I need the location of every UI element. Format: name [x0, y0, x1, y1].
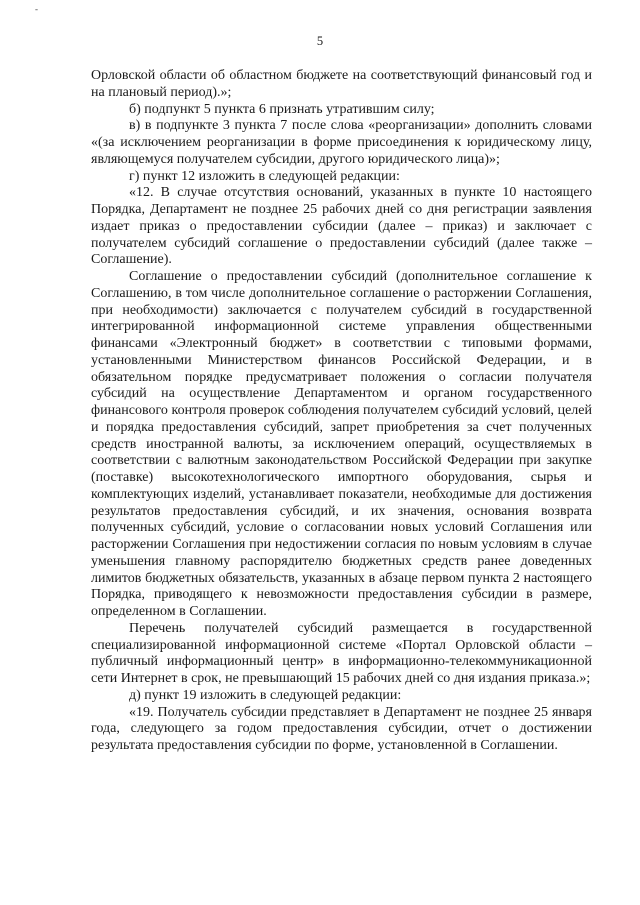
- paragraph-continuation: Орловской области об областном бюджете на соответствующий финансовый год и на плановый период).»;: [91, 68, 592, 100]
- corner-mark: -: [35, 4, 38, 14]
- paragraph-clause-12: «12. В случае отсутствия оснований, указанных в пункте 10 настоящего Порядка, Департамент не позднее 25 рабочих дней со дня регистрации заявления издает приказ о предоставлении субсидии (далее – приказ) и заключает с получателем субсидий соглашение о предоставлении субсидий (далее также – Соглашение).: [91, 185, 592, 268]
- paragraph-item-d: д) пункт 19 изложить в следующей редакции:: [129, 687, 402, 703]
- document-body: [91, 68, 592, 755]
- paragraph-recipients-list: Перечень получателей субсидий размещается в государственной специализированной информационной системе «Портал Орловской области – публичный информационный центр» в информационно-телекоммуникационной сети Интернет в срок, не превышающий 15 рабочих дней со дня издания приказа.»;: [91, 620, 592, 686]
- paragraph-agreement: Соглашение о предоставлении субсидий (дополнительное соглашение к Соглашению, в том числе дополнительное соглашение о расторжении Соглашения, при необходимости) заключается с получателем субсидий в государственной интегрированной информационной системе управления общественными финансами «Электронный бюджет» в соответствии с типовыми формами, установленными Министерством финансов Российской Федерации, и в обязательном порядке предусматривает положения о согласии получателя субсидий на осуществление Департаментом и органом государственного финансового контроля проверок соблюдения получателем субсидий условий, целей и порядка предоставления субсидий, запрет приобретения за счет полученных средств иностранной валюты, за исключением операций, осуществляемых в соответствии с валютным законодательством Российской Федерации при закупке (поставке) высокотехнологического импортного оборудования, сырья и комплектующих изделий, устанавливает показатели, необходимые для достижения результатов предоставления субсидий, и их значения, основания возврата полученных субсидий, условие о согласовании новых условий Соглашения или расторжении Соглашения при недостижении согласия по новым условиям в случае уменьшения главному распорядителю бюджетных средств ранее доведенных лимитов бюджетных обязательств, указанных в абзаце первом пункта 2 настоящего Порядка, приводящего к невозможности предоставления субсидии в размере, определенном в Соглашении.: [91, 269, 592, 619]
- paragraph-item-v: в) в подпункте 3 пункта 7 после слова «реорганизации» дополнить словами «(за исключением реорганизации в форме присоединения к юридическому лицу, являющемуся получателем субсидии, другого юридического лица)»;: [91, 118, 592, 167]
- page-number: 5: [316, 34, 324, 48]
- paragraph-clause-19: «19. Получатель субсидии представляет в Департамент не позднее 25 января года, следующего за годом предоставления субсидии, отчет о достижении результата предоставления субсидии по форме, установленной в Соглашении.: [91, 704, 592, 753]
- paragraph-item-g: г) пункт 12 изложить в следующей редакции:: [129, 168, 400, 184]
- paragraph-item-b: б) подпункт 5 пункта 6 признать утратившим силу;: [129, 101, 435, 117]
